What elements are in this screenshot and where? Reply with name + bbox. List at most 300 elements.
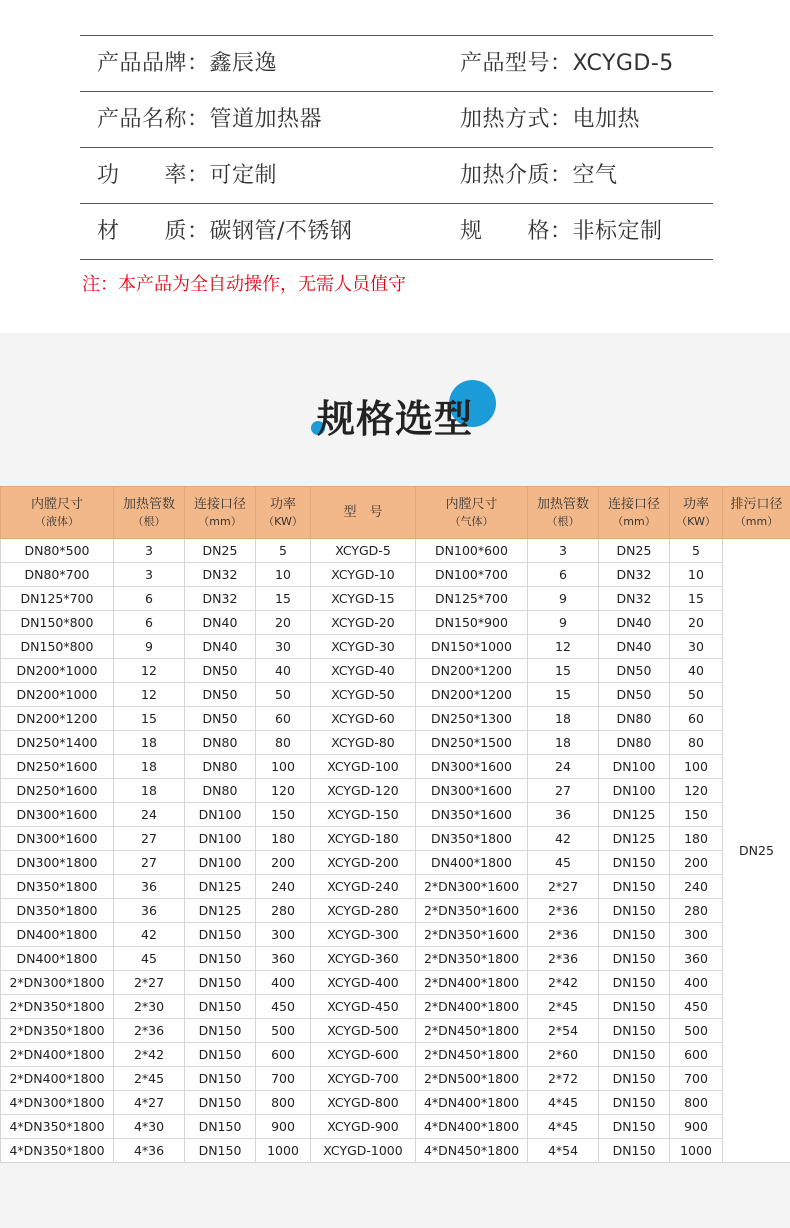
table-cell: 280 bbox=[670, 899, 723, 923]
table-cell: 4*DN400*1800 bbox=[416, 1115, 528, 1139]
table-cell: 6 bbox=[114, 587, 185, 611]
table-cell: XCYGD-240 bbox=[311, 875, 416, 899]
table-cell: 18 bbox=[528, 707, 599, 731]
table-cell: XCYGD-500 bbox=[311, 1019, 416, 1043]
table-cell: DN150 bbox=[599, 899, 670, 923]
table-cell: 1000 bbox=[670, 1139, 723, 1163]
table-cell: DN150 bbox=[599, 851, 670, 875]
table-row bbox=[1, 1115, 790, 1139]
table-row bbox=[1, 995, 790, 1019]
table-cell: DN150 bbox=[599, 875, 670, 899]
table-cell: 60 bbox=[256, 707, 311, 731]
table-cell: DN350*1800 bbox=[416, 827, 528, 851]
table-cell: DN350*1600 bbox=[416, 803, 528, 827]
table-cell: 30 bbox=[670, 635, 723, 659]
table-row bbox=[1, 707, 790, 731]
table-cell: DN40 bbox=[599, 611, 670, 635]
table-cell: 4*54 bbox=[528, 1139, 599, 1163]
table-cell: DN100*600 bbox=[416, 539, 528, 563]
table-cell: DN300*1600 bbox=[416, 779, 528, 803]
table-cell: 20 bbox=[256, 611, 311, 635]
table-cell: 15 bbox=[256, 587, 311, 611]
column-header-title: 加热管数 bbox=[122, 496, 175, 512]
table-row bbox=[1, 971, 790, 995]
table-cell: 180 bbox=[670, 827, 723, 851]
table-cell: 600 bbox=[670, 1043, 723, 1067]
table-cell: XCYGD-120 bbox=[311, 779, 416, 803]
table-cell: DN50 bbox=[185, 707, 256, 731]
table-cell: XCYGD-80 bbox=[311, 731, 416, 755]
table-row bbox=[1, 803, 790, 827]
table-row bbox=[1, 947, 790, 971]
table-cell: DN100 bbox=[185, 827, 256, 851]
table-cell: 5 bbox=[670, 539, 723, 563]
table-cell: DN100 bbox=[185, 803, 256, 827]
table-cell: 500 bbox=[256, 1019, 311, 1043]
table-cell: 300 bbox=[670, 923, 723, 947]
table-cell: XCYGD-600 bbox=[311, 1043, 416, 1067]
table-cell: 600 bbox=[256, 1043, 311, 1067]
table-cell: DN400*1800 bbox=[1, 923, 114, 947]
table-cell: XCYGD-280 bbox=[311, 899, 416, 923]
table-cell: DN32 bbox=[599, 563, 670, 587]
table-cell: 120 bbox=[256, 779, 311, 803]
table-row bbox=[1, 731, 790, 755]
table-row bbox=[1, 563, 790, 587]
table-cell: 150 bbox=[256, 803, 311, 827]
table-cell: 2*42 bbox=[114, 1043, 185, 1067]
table-cell: DN250*1500 bbox=[416, 731, 528, 755]
column-header-title: 排污口径 bbox=[730, 496, 783, 512]
table-cell: 9 bbox=[528, 587, 599, 611]
table-cell: 2*27 bbox=[114, 971, 185, 995]
table-cell: 2*DN350*1800 bbox=[1, 1019, 114, 1043]
table-cell: DN100 bbox=[599, 755, 670, 779]
spec-row bbox=[80, 147, 713, 203]
table-cell: 2*54 bbox=[528, 1019, 599, 1043]
column-header bbox=[185, 487, 256, 539]
table-cell: DN150 bbox=[599, 1139, 670, 1163]
table-cell: 450 bbox=[670, 995, 723, 1019]
table-cell: 100 bbox=[256, 755, 311, 779]
section-title: 规格选型 bbox=[316, 397, 473, 441]
table-cell: 15 bbox=[114, 707, 185, 731]
table-cell: XCYGD-200 bbox=[311, 851, 416, 875]
table-cell: 15 bbox=[528, 659, 599, 683]
column-header-title: 内膛尺寸 bbox=[30, 496, 83, 512]
product-info-section bbox=[0, 0, 790, 333]
table-cell: DN150 bbox=[185, 1139, 256, 1163]
table-cell: 900 bbox=[670, 1115, 723, 1139]
table-cell: 4*DN300*1800 bbox=[1, 1091, 114, 1115]
table-cell: DN100 bbox=[185, 851, 256, 875]
table-cell: XCYGD-15 bbox=[311, 587, 416, 611]
column-header bbox=[114, 487, 185, 539]
table-body bbox=[1, 539, 790, 1163]
spec-row bbox=[80, 35, 713, 91]
table-cell: DN150 bbox=[599, 1115, 670, 1139]
table-cell: 2*DN400*1800 bbox=[416, 995, 528, 1019]
table-cell: 50 bbox=[256, 683, 311, 707]
table-cell: 36 bbox=[114, 899, 185, 923]
table-cell: DN150 bbox=[185, 971, 256, 995]
column-header-unit: （mm） bbox=[612, 514, 656, 528]
table-cell: DN350*1800 bbox=[1, 899, 114, 923]
table-cell: DN250*1600 bbox=[1, 755, 114, 779]
table-cell: 42 bbox=[114, 923, 185, 947]
table-cell: XCYGD-10 bbox=[311, 563, 416, 587]
table-cell: 4*DN400*1800 bbox=[416, 1091, 528, 1115]
table-cell: 400 bbox=[256, 971, 311, 995]
table-cell: DN25 bbox=[599, 539, 670, 563]
column-header bbox=[416, 487, 528, 539]
table-cell: 1000 bbox=[256, 1139, 311, 1163]
table-cell: 3 bbox=[114, 563, 185, 587]
spec-power: 功 率：可定制 bbox=[97, 163, 278, 188]
table-cell: 800 bbox=[670, 1091, 723, 1115]
table-cell: DN200*1200 bbox=[416, 659, 528, 683]
table-cell: 30 bbox=[256, 635, 311, 659]
table-cell: 2*30 bbox=[114, 995, 185, 1019]
table-row bbox=[1, 755, 790, 779]
table-cell: XCYGD-40 bbox=[311, 659, 416, 683]
table-cell: DN150 bbox=[599, 995, 670, 1019]
table-row bbox=[1, 779, 790, 803]
table-cell: DN32 bbox=[185, 563, 256, 587]
table-cell: 300 bbox=[256, 923, 311, 947]
column-header bbox=[670, 487, 723, 539]
table-cell: DN250*1300 bbox=[416, 707, 528, 731]
table-row bbox=[1, 659, 790, 683]
table-cell: DN150 bbox=[185, 1067, 256, 1091]
table-cell: 700 bbox=[256, 1067, 311, 1091]
column-header-unit: （根） bbox=[132, 514, 166, 528]
table-cell: DN32 bbox=[185, 587, 256, 611]
table-cell: 240 bbox=[670, 875, 723, 899]
table-row bbox=[1, 683, 790, 707]
table-cell: 15 bbox=[670, 587, 723, 611]
drain-size-cell: DN25 bbox=[723, 539, 790, 1163]
table-cell: 2*36 bbox=[528, 947, 599, 971]
table-cell: DN80 bbox=[185, 755, 256, 779]
table-cell: 2*DN400*1800 bbox=[1, 1067, 114, 1091]
table-cell: 2*72 bbox=[528, 1067, 599, 1091]
table-cell: DN150 bbox=[185, 995, 256, 1019]
table-cell: 27 bbox=[114, 827, 185, 851]
table-cell: 9 bbox=[114, 635, 185, 659]
table-cell: 18 bbox=[114, 755, 185, 779]
table-cell: 40 bbox=[670, 659, 723, 683]
table-cell: XCYGD-150 bbox=[311, 803, 416, 827]
table-cell: 20 bbox=[670, 611, 723, 635]
column-header-title: 功率 bbox=[682, 496, 709, 512]
table-cell: 2*DN350*1800 bbox=[416, 947, 528, 971]
table-cell: XCYGD-5 bbox=[311, 539, 416, 563]
table-cell: XCYGD-180 bbox=[311, 827, 416, 851]
table-cell: 50 bbox=[670, 683, 723, 707]
table-cell: 2*45 bbox=[114, 1067, 185, 1091]
table-row bbox=[1, 1019, 790, 1043]
table-cell: 4*27 bbox=[114, 1091, 185, 1115]
table-cell: DN150 bbox=[599, 1019, 670, 1043]
table-cell: DN50 bbox=[599, 659, 670, 683]
selection-table bbox=[0, 486, 790, 1163]
table-cell: XCYGD-300 bbox=[311, 923, 416, 947]
table-cell: DN300*1600 bbox=[1, 827, 114, 851]
table-cell: 9 bbox=[528, 611, 599, 635]
table-cell: DN150*900 bbox=[416, 611, 528, 635]
table-header-row bbox=[1, 487, 790, 539]
table-cell: 18 bbox=[528, 731, 599, 755]
table-cell: 15 bbox=[528, 683, 599, 707]
column-header-title: 连接口径 bbox=[193, 496, 246, 512]
table-cell: 24 bbox=[528, 755, 599, 779]
table-cell: 2*DN300*1600 bbox=[416, 875, 528, 899]
table-row bbox=[1, 587, 790, 611]
table-cell: 900 bbox=[256, 1115, 311, 1139]
table-cell: XCYGD-400 bbox=[311, 971, 416, 995]
table-cell: DN25 bbox=[185, 539, 256, 563]
table-cell: DN80 bbox=[599, 731, 670, 755]
table-cell: DN125*700 bbox=[416, 587, 528, 611]
table-cell: 45 bbox=[114, 947, 185, 971]
table-cell: 2*36 bbox=[528, 899, 599, 923]
table-cell: 2*DN450*1800 bbox=[416, 1043, 528, 1067]
table-cell: DN80 bbox=[185, 779, 256, 803]
table-cell: 2*DN400*1800 bbox=[1, 1043, 114, 1067]
table-cell: 2*36 bbox=[528, 923, 599, 947]
table-row bbox=[1, 1139, 790, 1163]
table-cell: XCYGD-1000 bbox=[311, 1139, 416, 1163]
table-cell: XCYGD-700 bbox=[311, 1067, 416, 1091]
table-row bbox=[1, 611, 790, 635]
column-header bbox=[528, 487, 599, 539]
column-header bbox=[256, 487, 311, 539]
table-cell: 80 bbox=[670, 731, 723, 755]
spec-heating-method: 加热方式：电加热 bbox=[460, 107, 641, 132]
table-cell: 27 bbox=[114, 851, 185, 875]
column-header bbox=[1, 487, 114, 539]
table-cell: 2*36 bbox=[114, 1019, 185, 1043]
column-header-unit: （液体） bbox=[35, 514, 79, 528]
table-cell: DN80 bbox=[599, 707, 670, 731]
table-cell: DN150 bbox=[599, 1091, 670, 1115]
table-cell: 120 bbox=[670, 779, 723, 803]
table-cell: 150 bbox=[670, 803, 723, 827]
section-heading bbox=[0, 380, 790, 450]
operation-note: 注：本产品为全自动操作，无需人员值守 bbox=[82, 274, 406, 295]
column-header-title: 内膛尺寸 bbox=[445, 496, 498, 512]
table-cell: 6 bbox=[114, 611, 185, 635]
table-cell: DN50 bbox=[185, 659, 256, 683]
table-cell: DN150*1000 bbox=[416, 635, 528, 659]
table-row bbox=[1, 635, 790, 659]
table-cell: 12 bbox=[528, 635, 599, 659]
table-cell: DN40 bbox=[599, 635, 670, 659]
spec-product-name: 产品名称：管道加热器 bbox=[97, 107, 323, 132]
spec-material: 材 质：碳钢管/不锈钢 bbox=[97, 219, 353, 244]
table-cell: 4*36 bbox=[114, 1139, 185, 1163]
table-cell: DN40 bbox=[185, 635, 256, 659]
table-cell: 36 bbox=[528, 803, 599, 827]
table-cell: DN400*1800 bbox=[416, 851, 528, 875]
table-cell: 3 bbox=[528, 539, 599, 563]
table-cell: 4*45 bbox=[528, 1115, 599, 1139]
table-cell: DN200*1200 bbox=[416, 683, 528, 707]
column-header bbox=[723, 487, 790, 539]
table-cell: 4*30 bbox=[114, 1115, 185, 1139]
column-header-unit: （mm） bbox=[734, 514, 779, 528]
table-row bbox=[1, 1091, 790, 1115]
table-cell: DN150 bbox=[599, 947, 670, 971]
table-cell: XCYGD-60 bbox=[311, 707, 416, 731]
spec-row bbox=[80, 91, 713, 147]
table-cell: 360 bbox=[670, 947, 723, 971]
table-cell: 40 bbox=[256, 659, 311, 683]
table-cell: 200 bbox=[256, 851, 311, 875]
table-cell: DN150 bbox=[185, 1043, 256, 1067]
table-cell: 10 bbox=[670, 563, 723, 587]
table-cell: DN150 bbox=[599, 923, 670, 947]
column-header-unit: （根） bbox=[546, 514, 580, 528]
table-cell: XCYGD-450 bbox=[311, 995, 416, 1019]
table-cell: DN300*1600 bbox=[1, 803, 114, 827]
table-cell: DN300*1600 bbox=[416, 755, 528, 779]
table-cell: DN150 bbox=[599, 971, 670, 995]
table-cell: XCYGD-100 bbox=[311, 755, 416, 779]
column-header-unit: （mm） bbox=[198, 514, 242, 528]
column-header bbox=[599, 487, 670, 539]
table-cell: DN80*500 bbox=[1, 539, 114, 563]
table-row bbox=[1, 1043, 790, 1067]
table-cell: 500 bbox=[670, 1019, 723, 1043]
table-cell: 400 bbox=[670, 971, 723, 995]
table-cell: 2*60 bbox=[528, 1043, 599, 1067]
table-row bbox=[1, 539, 790, 563]
table-cell: 2*DN350*1600 bbox=[416, 923, 528, 947]
table-cell: DN32 bbox=[599, 587, 670, 611]
table-cell: XCYGD-800 bbox=[311, 1091, 416, 1115]
column-header-unit: （KW） bbox=[676, 514, 716, 528]
table-cell: DN125 bbox=[185, 899, 256, 923]
table-cell: 24 bbox=[114, 803, 185, 827]
table-cell: DN200*1200 bbox=[1, 707, 114, 731]
table-cell: 800 bbox=[256, 1091, 311, 1115]
table-row bbox=[1, 851, 790, 875]
column-header-unit: （KW） bbox=[263, 514, 303, 528]
table-cell: 700 bbox=[670, 1067, 723, 1091]
table-cell: 2*DN300*1800 bbox=[1, 971, 114, 995]
column-header-unit: （气体） bbox=[449, 514, 494, 528]
column-header-title: 连接口径 bbox=[607, 496, 660, 512]
table-row bbox=[1, 899, 790, 923]
table-cell: 2*DN450*1800 bbox=[416, 1019, 528, 1043]
table-cell: 100 bbox=[670, 755, 723, 779]
table-cell: DN125 bbox=[185, 875, 256, 899]
column-header-title: 加热管数 bbox=[536, 496, 589, 512]
table-cell: 200 bbox=[670, 851, 723, 875]
table-cell: XCYGD-900 bbox=[311, 1115, 416, 1139]
column-header-title: 功率 bbox=[269, 496, 296, 512]
spec-model: 产品型号：XCYGD-5 bbox=[460, 51, 674, 76]
table-row bbox=[1, 1067, 790, 1091]
table-cell: 360 bbox=[256, 947, 311, 971]
spec-row bbox=[80, 203, 713, 259]
spec-brand: 产品品牌：鑫辰逸 bbox=[97, 51, 278, 76]
table-cell: DN300*1800 bbox=[1, 851, 114, 875]
table-cell: 45 bbox=[528, 851, 599, 875]
table-cell: 36 bbox=[114, 875, 185, 899]
table-cell: 4*DN350*1800 bbox=[1, 1115, 114, 1139]
table-cell: 10 bbox=[256, 563, 311, 587]
table-cell: DN200*1000 bbox=[1, 659, 114, 683]
table-cell: DN250*1400 bbox=[1, 731, 114, 755]
table-cell: DN150 bbox=[185, 947, 256, 971]
table-cell: 2*27 bbox=[528, 875, 599, 899]
table-cell: 2*DN500*1800 bbox=[416, 1067, 528, 1091]
column-header-title: 型 号 bbox=[343, 505, 383, 520]
table-cell: XCYGD-30 bbox=[311, 635, 416, 659]
table-cell: 280 bbox=[256, 899, 311, 923]
table-cell: DN150 bbox=[599, 1043, 670, 1067]
table-cell: 450 bbox=[256, 995, 311, 1019]
table-cell: DN100*700 bbox=[416, 563, 528, 587]
table-cell: DN150 bbox=[599, 1067, 670, 1091]
table-cell: 6 bbox=[528, 563, 599, 587]
table-cell: 27 bbox=[528, 779, 599, 803]
table-cell: DN50 bbox=[599, 683, 670, 707]
table-cell: DN50 bbox=[185, 683, 256, 707]
table-cell: 3 bbox=[114, 539, 185, 563]
table-cell: 2*DN400*1800 bbox=[416, 971, 528, 995]
table-cell: 180 bbox=[256, 827, 311, 851]
table-cell: 12 bbox=[114, 659, 185, 683]
table-cell: XCYGD-20 bbox=[311, 611, 416, 635]
table-cell: DN125 bbox=[599, 803, 670, 827]
table-row bbox=[1, 827, 790, 851]
table-cell: 80 bbox=[256, 731, 311, 755]
table-row bbox=[1, 875, 790, 899]
table-cell: DN125*700 bbox=[1, 587, 114, 611]
table-row bbox=[1, 923, 790, 947]
table-cell: DN150 bbox=[185, 1115, 256, 1139]
table-cell: DN250*1600 bbox=[1, 779, 114, 803]
spec-medium: 加热介质：空气 bbox=[460, 163, 618, 188]
table-cell: XCYGD-360 bbox=[311, 947, 416, 971]
table-cell: 2*42 bbox=[528, 971, 599, 995]
table-cell: DN80 bbox=[185, 731, 256, 755]
table-cell: XCYGD-50 bbox=[311, 683, 416, 707]
table-cell: 2*DN350*1600 bbox=[416, 899, 528, 923]
spec-size: 规 格：非标定制 bbox=[460, 219, 663, 244]
table-cell: 18 bbox=[114, 779, 185, 803]
table-cell: 60 bbox=[670, 707, 723, 731]
column-header bbox=[311, 487, 416, 539]
table-cell: 18 bbox=[114, 731, 185, 755]
table-cell: DN100 bbox=[599, 779, 670, 803]
table-cell: 5 bbox=[256, 539, 311, 563]
table-cell: 4*DN350*1800 bbox=[1, 1139, 114, 1163]
table-cell: DN150*800 bbox=[1, 611, 114, 635]
table-cell: 2*DN350*1800 bbox=[1, 995, 114, 1019]
table-cell: DN80*700 bbox=[1, 563, 114, 587]
table-cell: DN150 bbox=[185, 1019, 256, 1043]
spec-divider bbox=[80, 259, 713, 260]
table-cell: DN125 bbox=[599, 827, 670, 851]
table-cell: 4*45 bbox=[528, 1091, 599, 1115]
table-cell: DN350*1800 bbox=[1, 875, 114, 899]
table-cell: DN200*1000 bbox=[1, 683, 114, 707]
